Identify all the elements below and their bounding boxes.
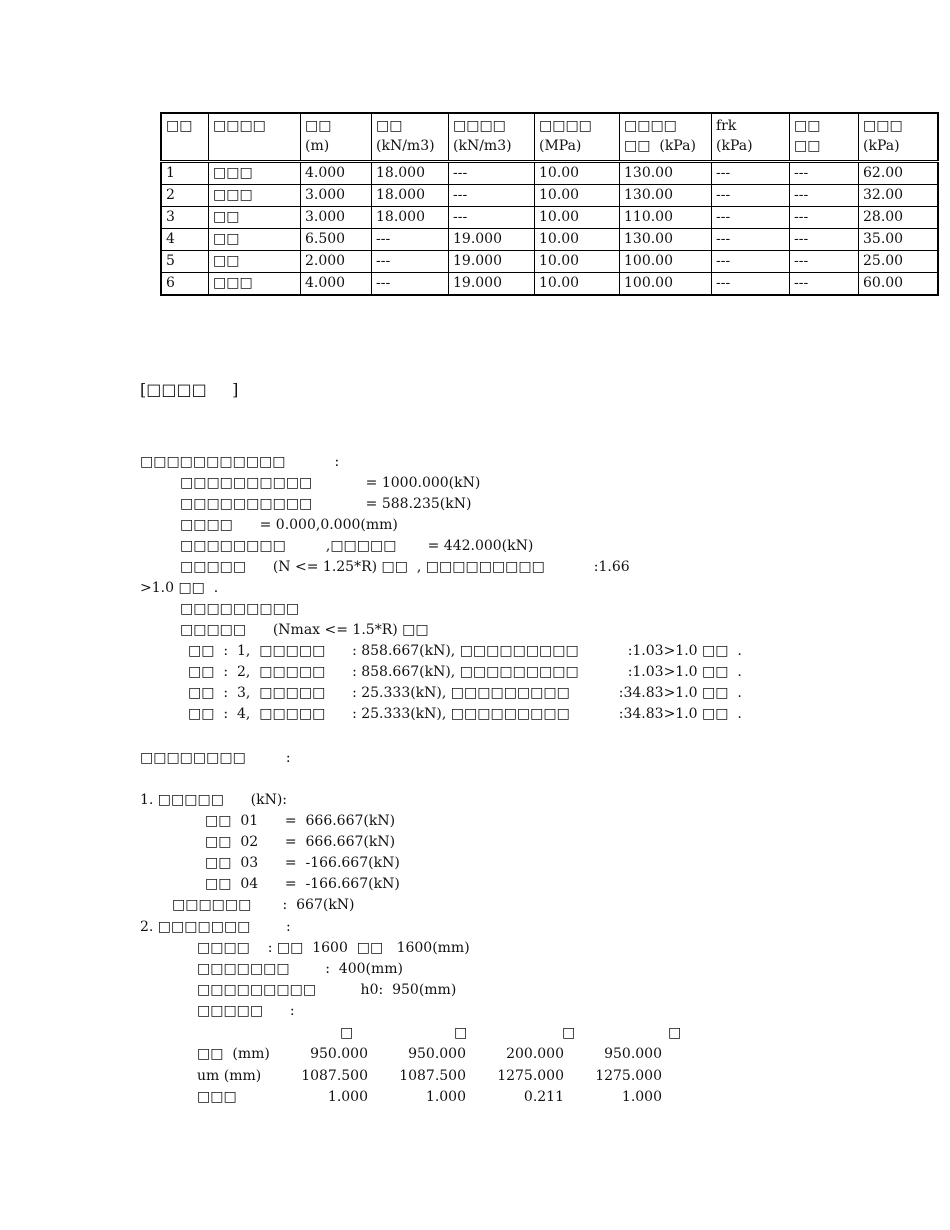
- table-cell: ---: [449, 162, 535, 185]
- table-cell: 2.000: [301, 251, 372, 273]
- table-cell: ---: [790, 162, 859, 185]
- table-cell: □□□: [209, 273, 301, 296]
- table-cell: ---: [449, 207, 535, 229]
- punch-cell: 950.000: [310, 1046, 368, 1062]
- report-line: □□ : 2, □□□□□ : 858.667(kN), □□□□□□□□□ :1.03>1.0 □□ .: [188, 664, 742, 680]
- punch-cell: 1087.500: [399, 1068, 466, 1084]
- table-cell: 62.00: [859, 162, 939, 185]
- table-cell: 110.00: [620, 207, 712, 229]
- report-line: □□□□□□□□□ h0: 950(mm): [197, 982, 457, 998]
- table-cell: 25.00: [859, 251, 939, 273]
- report-line: 1. □□□□□ (kN):: [140, 792, 288, 808]
- table-cell: 4: [161, 229, 209, 251]
- report-line: □□□□□ (Nmax <= 1.5*R) □□: [180, 622, 429, 638]
- table-cell: 130.00: [620, 185, 712, 207]
- table-cell: ---: [790, 229, 859, 251]
- report-line: □□□□□□ : 667(kN): [172, 897, 355, 913]
- table-cell: 130.00: [620, 229, 712, 251]
- table-cell: 5: [161, 251, 209, 273]
- table-cell: 100.00: [620, 251, 712, 273]
- punch-row-label: □□□: [197, 1089, 237, 1105]
- report-line: >1.0 □□ .: [140, 580, 219, 596]
- table-cell: □□: [209, 251, 301, 273]
- table-cell: □□: [209, 229, 301, 251]
- report-line: □□□□□□□□□□□ :: [140, 454, 340, 470]
- punch-cell: 950.000: [408, 1046, 466, 1062]
- report-line: □□ : 4, □□□□□ : 25.333(kN), □□□□□□□□□ :34.83>1.0 □□ .: [188, 706, 742, 722]
- table-cell: ---: [712, 251, 790, 273]
- table-header-row: [161, 113, 938, 162]
- header-cell: □□ (kN/m3): [372, 113, 449, 162]
- punch-cell: 950.000: [604, 1046, 662, 1062]
- punch-row-label: um (mm): [197, 1068, 262, 1084]
- table-cell: ---: [372, 273, 449, 296]
- report-line: □□□□□□□ : 400(mm): [197, 961, 404, 977]
- table-cell: 6: [161, 273, 209, 296]
- table-cell: 3.000: [301, 185, 372, 207]
- table-cell: ---: [712, 207, 790, 229]
- header-cell: □□□□ □□ (kPa): [620, 113, 712, 162]
- table-cell: ---: [790, 251, 859, 273]
- table-cell: ---: [790, 185, 859, 207]
- header-cell: □□□ (kPa): [859, 113, 939, 162]
- report-line: □□□□□□□□□□ = 588.235(kN): [180, 496, 472, 512]
- punch-cell: 1.000: [327, 1089, 368, 1105]
- punch-header: □: [562, 1025, 576, 1041]
- table-row: [161, 229, 938, 251]
- header-cell: □□ □□: [790, 113, 859, 162]
- table-cell: 35.00: [859, 229, 939, 251]
- punch-cell: 1.000: [425, 1089, 466, 1105]
- section-title: [□□□□ ]: [140, 380, 239, 399]
- punch-header: □: [340, 1025, 354, 1041]
- header-cell: □□ (m): [301, 113, 372, 162]
- table-cell: 18.000: [372, 207, 449, 229]
- table-cell: 4.000: [301, 273, 372, 296]
- report-line: □□ 01 = 666.667(kN): [205, 813, 396, 829]
- table-cell: 32.00: [859, 185, 939, 207]
- report-line: □□□□ = 0.000,0.000(mm): [180, 517, 398, 533]
- table-cell: ---: [712, 273, 790, 296]
- punch-header: □: [668, 1025, 682, 1041]
- table-row: [161, 273, 938, 296]
- punch-cell: 1.000: [621, 1089, 662, 1105]
- table-cell: ---: [712, 162, 790, 185]
- table-cell: ---: [372, 251, 449, 273]
- table-row: [161, 207, 938, 229]
- report-line: □□□□□ (N <= 1.25*R) □□ , □□□□□□□□□ :1.66: [180, 559, 630, 575]
- header-cell: □□: [161, 113, 209, 162]
- report-line: □□ : 1, □□□□□ : 858.667(kN), □□□□□□□□□ :1.03>1.0 □□ .: [188, 643, 742, 659]
- table-cell: 10.00: [535, 207, 620, 229]
- table-cell: □□□: [209, 185, 301, 207]
- report-line: □□□□□□□□□: [180, 601, 300, 617]
- table-cell: 28.00: [859, 207, 939, 229]
- report-line: □□□□□□□□ ,□□□□□ = 442.000(kN): [180, 538, 534, 554]
- table-cell: 3: [161, 207, 209, 229]
- punch-row-label: □□ (mm): [197, 1046, 270, 1062]
- report-line: □□□□□ :: [197, 1003, 295, 1019]
- punch-cell: 1275.000: [595, 1068, 662, 1084]
- report-line: □□ 04 = -166.667(kN): [205, 876, 400, 892]
- report-line: □□□□□□□□ :: [140, 750, 291, 766]
- table-cell: 4.000: [301, 162, 372, 185]
- header-cell: □□□□ (MPa): [535, 113, 620, 162]
- soil-layer-table: [160, 112, 939, 296]
- table-cell: 19.000: [449, 251, 535, 273]
- header-cell: frk (kPa): [712, 113, 790, 162]
- table-cell: 10.00: [535, 251, 620, 273]
- table-cell: 3.000: [301, 207, 372, 229]
- punch-cell: 0.211: [523, 1089, 564, 1105]
- table-cell: 18.000: [372, 162, 449, 185]
- table-row: [161, 185, 938, 207]
- report-line: □□□□□□□□□□ = 1000.000(kN): [180, 475, 481, 491]
- report-line: □□ 03 = -166.667(kN): [205, 855, 400, 871]
- table-row: [161, 162, 938, 185]
- report-line: □□□□ : □□ 1600 □□ 1600(mm): [197, 940, 470, 956]
- table-cell: □□□: [209, 162, 301, 185]
- punch-cell: 1087.500: [301, 1068, 368, 1084]
- report-line: □□ : 3, □□□□□ : 25.333(kN), □□□□□□□□□ :34.83>1.0 □□ .: [188, 685, 742, 701]
- table-cell: 10.00: [535, 273, 620, 296]
- report-line: □□ 02 = 666.667(kN): [205, 834, 396, 850]
- table-cell: ---: [790, 207, 859, 229]
- table-cell: 1: [161, 162, 209, 185]
- table-cell: 18.000: [372, 185, 449, 207]
- table-cell: □□: [209, 207, 301, 229]
- table-cell: 60.00: [859, 273, 939, 296]
- table-cell: 19.000: [449, 273, 535, 296]
- table-row: [161, 251, 938, 273]
- punch-header: □: [454, 1025, 468, 1041]
- table-cell: 10.00: [535, 229, 620, 251]
- table-cell: ---: [712, 185, 790, 207]
- table-cell: 100.00: [620, 273, 712, 296]
- punch-cell: 200.000: [506, 1046, 564, 1062]
- header-cell: □□□□: [209, 113, 301, 162]
- table-cell: ---: [449, 185, 535, 207]
- header-cell: □□□□ (kN/m3): [449, 113, 535, 162]
- table-cell: 19.000: [449, 229, 535, 251]
- report-line: 2. □□□□□□□ :: [140, 919, 291, 935]
- table-cell: ---: [790, 273, 859, 296]
- table-cell: 10.00: [535, 162, 620, 185]
- table-cell: 6.500: [301, 229, 372, 251]
- table-cell: 2: [161, 185, 209, 207]
- table-cell: ---: [372, 229, 449, 251]
- table-cell: 10.00: [535, 185, 620, 207]
- table-cell: 130.00: [620, 162, 712, 185]
- punch-cell: 1275.000: [497, 1068, 564, 1084]
- table-cell: ---: [712, 229, 790, 251]
